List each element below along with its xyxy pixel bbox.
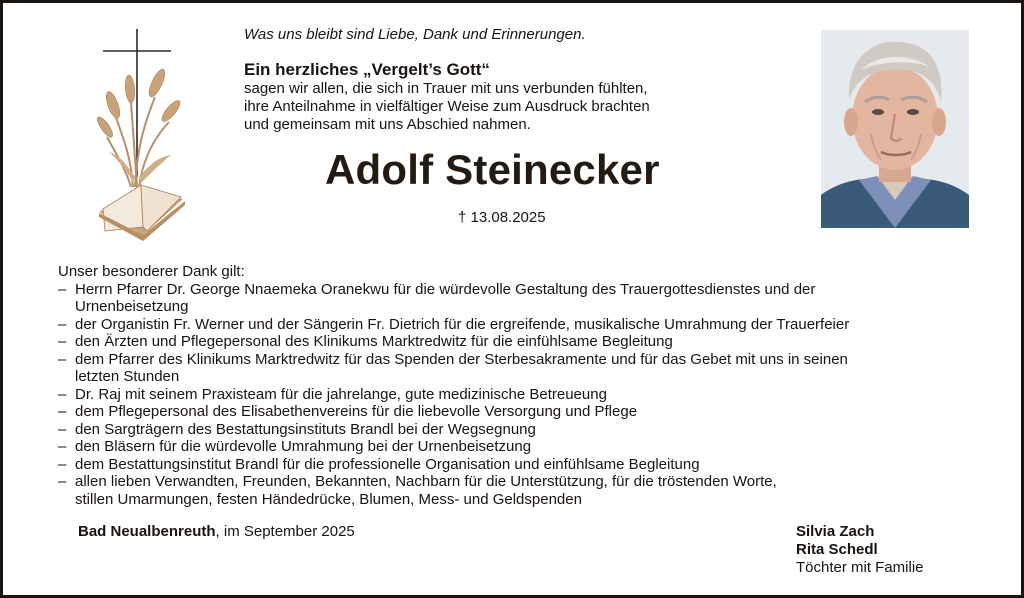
thanks-heading: Ein herzliches „Vergelt’s Gott“ — [244, 60, 490, 79]
list-item — [58, 386, 849, 404]
special-thanks-intro: Unser besonderer Dank gilt: — [58, 263, 245, 280]
thanks-text — [244, 80, 650, 134]
death-date: † 13.08.2025 — [458, 209, 546, 226]
list-item-text: den Sargträgern des Bestattungsinstituts Brandl bei der Wegsegnung — [75, 420, 536, 438]
thanks-line: und gemeinsam mit uns Abschied nahmen. — [244, 116, 531, 133]
cross-wheat-book-icon — [95, 27, 191, 247]
thanks-line: ihre Anteilnahme in vielfältiger Weise zum Ausdruck brachten — [244, 98, 650, 115]
list-item — [58, 473, 849, 508]
dash-bullet: – — [58, 403, 67, 420]
dash-bullet: – — [58, 455, 67, 473]
list-item — [58, 316, 849, 334]
dash-bullet: – — [58, 333, 67, 350]
signers — [796, 523, 924, 577]
list-item — [58, 403, 849, 421]
thanks-line: sagen wir allen, die sich in Trauer mit uns verbunden fühlten, — [244, 80, 648, 97]
place-and-date — [78, 523, 355, 540]
signer-name: Rita Schedl — [796, 541, 878, 558]
list-item-text: den Bläsern für die würdevolle Umrahmung bei der Urnenbeisetzung — [75, 438, 532, 455]
motto: Was uns bleibt sind Liebe, Dank und Erinnerungen. — [244, 26, 586, 43]
list-item-text: dem Bestattungsinstitut Brandl für die professionelle Organisation und einfühlsame Begleitung — [75, 455, 700, 473]
list-item-text: dem Pflegepersonal des Elisabethenvereins für die liebevolle Versorgung und Pflege — [75, 403, 638, 420]
deceased-name: Adolf Steinecker — [325, 146, 660, 193]
list-item-text: Herrn Pfarrer Dr. George Nnaemeka Oranekwu für die würdevolle Gestaltung des Trauergottesdienstes und der — [75, 280, 816, 298]
dash-bullet: – — [58, 473, 67, 490]
family-note: Töchter mit Familie — [796, 559, 924, 576]
list-item — [58, 438, 849, 456]
dash-bullet: – — [58, 350, 67, 368]
list-item-text-continued: stillen Umarmungen, festen Händedrücke, Blumen, Mess- und Geldspenden — [75, 490, 582, 508]
dash-bullet: – — [58, 315, 67, 333]
list-item — [58, 421, 849, 439]
dash-bullet: – — [58, 385, 67, 403]
list-item-text: der Organistin Fr. Werner und der Sängerin Fr. Dietrich für die ergreifende, musikalische Umrahmung der Trauerfeier — [75, 315, 850, 333]
list-item-text: allen lieben Verwandten, Freunden, Bekannten, Nachbarn für die Unterstützung, für die tröstenden Worte, — [75, 473, 777, 490]
dash-bullet: – — [58, 420, 67, 438]
place-name: Bad Neualbenreuth — [78, 523, 216, 540]
list-item-text: dem Pfarrer des Klinikums Marktredwitz für das Spenden der Sterbesakramente und für das Gebet mit uns in seinen — [75, 350, 848, 368]
list-item — [58, 281, 849, 316]
list-item — [58, 351, 849, 386]
dash-bullet: – — [58, 280, 67, 298]
portrait-photo — [821, 30, 969, 228]
list-item-text-continued: Urnenbeisetzung — [75, 298, 189, 315]
list-item-text-continued: letzten Stunden — [75, 368, 180, 385]
dash-bullet: – — [58, 438, 67, 455]
list-item-text: den Ärzten und Pflegepersonal des Klinikums Marktredwitz für die einfühlsame Begleitung — [75, 333, 673, 350]
list-item — [58, 333, 849, 351]
signer-name: Silvia Zach — [796, 523, 875, 540]
list-item-text: Dr. Raj mit seinem Praxisteam für die jahrelange, gute medizinische Betreueung — [75, 385, 607, 403]
special-thanks-section — [58, 263, 849, 508]
list-item — [58, 456, 849, 474]
date-text: , im September 2025 — [215, 523, 355, 540]
